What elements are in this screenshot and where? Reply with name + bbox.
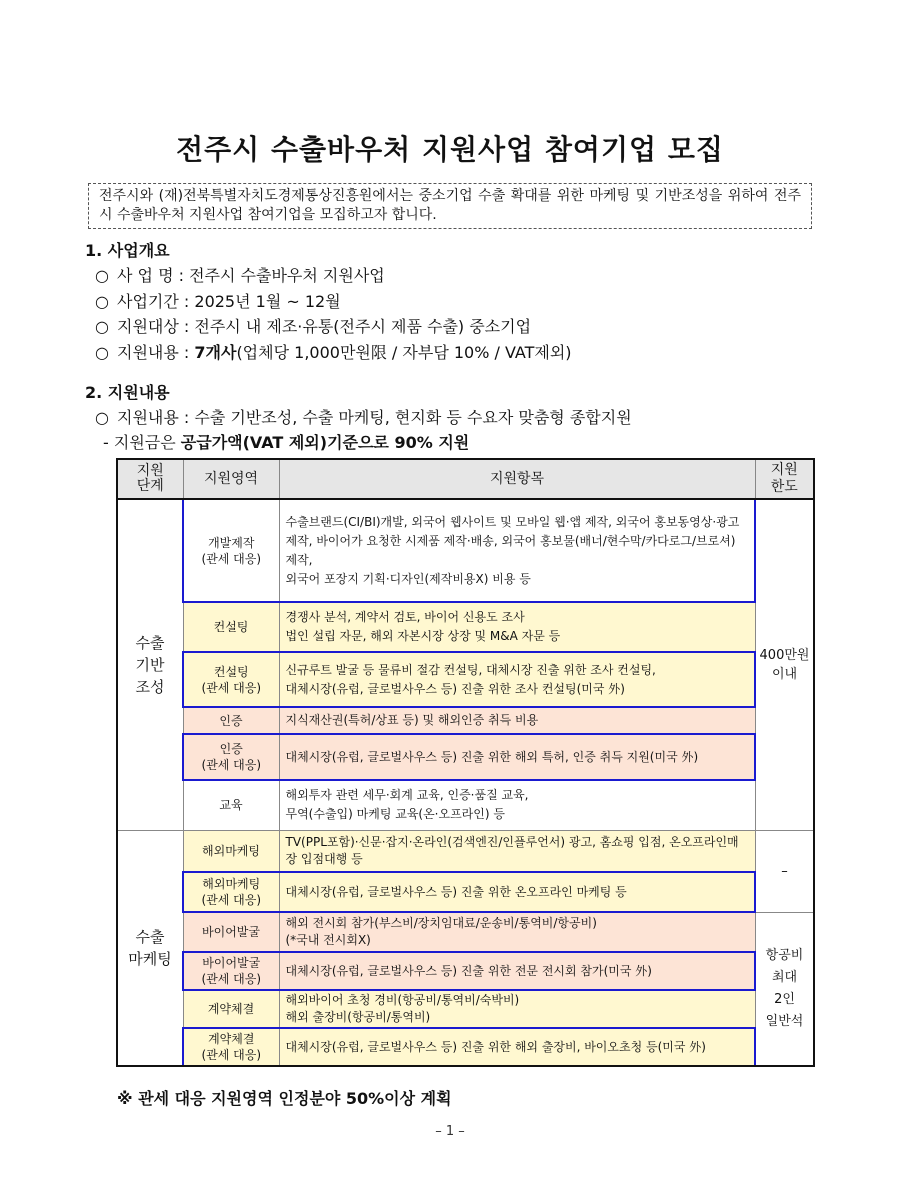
circle-bullet-icon: ○ xyxy=(95,292,109,311)
area-cell: 해외마케팅 xyxy=(183,830,279,872)
items-cell: 대체시장(유럽, 글로벌사우스 등) 진출 위한 해외 출장비, 바이오초청 등(미국 外) xyxy=(279,1028,755,1066)
limit-foundation: 400만원 이내 xyxy=(755,499,814,830)
header-limit: 지원 한도 xyxy=(755,459,814,499)
items-cell: 지식재산권(특허/상표 등) 및 해외인증 취득 비용 xyxy=(279,707,755,734)
table-row xyxy=(117,830,814,872)
area-cell: 인증 xyxy=(183,707,279,734)
overview-text: 사업기간 : 2025년 1월 ~ 12월 xyxy=(117,292,341,311)
page-number: – 1 – xyxy=(435,1124,465,1139)
items-cell: 해외 전시회 참가(부스비/장치임대료/운송비/통역비/항공비) (*국내 전시회X) xyxy=(279,912,755,952)
stage-export-marketing: 수출 마케팅 xyxy=(117,830,183,1066)
limit-marketing: – xyxy=(755,830,814,912)
overview-text: 사 업 명 : 전주시 수출바우처 지원사업 xyxy=(117,266,385,285)
page-title: 전주시 수출바우처 지원사업 참여기업 모집 xyxy=(176,133,724,166)
limit-airfare: 항공비 최대 2인 일반석 xyxy=(755,912,814,1066)
support-table xyxy=(116,458,815,1067)
table-row xyxy=(117,707,814,734)
overview-item-period xyxy=(95,289,341,312)
header-area: 지원영역 xyxy=(183,459,279,499)
area-cell: 컨설팅 xyxy=(183,602,279,652)
table-row xyxy=(117,652,814,707)
area-cell: 개발제작 (관세 대응) xyxy=(183,499,279,602)
table-row xyxy=(117,1028,814,1066)
support-ratio-bold: 공급가액(VAT 제외)기준으로 90% 지원 xyxy=(180,433,470,452)
table-row xyxy=(117,990,814,1028)
stage-export-foundation: 수출 기반 조성 xyxy=(117,499,183,830)
items-cell: 경쟁사 분석, 계약서 검토, 바이어 신용도 조사 법인 설립 자문, 해외 자본시장 상장 및 M&A 자문 등 xyxy=(279,602,755,652)
support-ratio-line xyxy=(103,430,469,453)
circle-bullet-icon: ○ xyxy=(95,266,109,285)
overview-text-prefix: 지원내용 : xyxy=(117,343,195,362)
items-cell: 대체시장(유럽, 글로벌사우스 등) 진출 위한 전문 전시회 참가(미국 外) xyxy=(279,952,755,990)
section-1-heading: 1. 사업개요 xyxy=(85,241,170,260)
table-row xyxy=(117,602,814,652)
overview-item-content xyxy=(95,340,572,363)
items-cell: 해외바이어 초청 경비(항공비/통역비/숙박비) 해외 출장비(항공비/통역비) xyxy=(279,990,755,1028)
table-row xyxy=(117,734,814,780)
table-row xyxy=(117,952,814,990)
items-cell: 수출브랜드(CI/BI)개발, 외국어 웹사이트 및 모바일 웹·앱 제작, 외국어 홍보동영상·광고제작, 바이어가 요청한 시제품 제작·배송, 외국어 홍보물(배너/현수막/카다로그/브로셔) 제작, 외국어 포장지 기획·디자인(제작비용X) 비용 등 xyxy=(279,499,755,602)
header-stage: 지원 단계 xyxy=(117,459,183,499)
area-cell: 컨설팅 (관세 대응) xyxy=(183,652,279,707)
area-cell: 계약체결 xyxy=(183,990,279,1028)
tariff-note: ※ 관세 대응 지원영역 인정분야 50%이상 계획 xyxy=(117,1089,452,1108)
section-2-heading: 2. 지원내용 xyxy=(85,383,170,402)
items-cell: 대체시장(유럽, 글로벌사우스 등) 진출 위한 해외 특허, 인증 취득 지원(미국 外) xyxy=(279,734,755,780)
support-ratio-prefix: - 지원금은 xyxy=(103,433,181,452)
header-items: 지원항목 xyxy=(279,459,755,499)
support-content-text: 지원내용 : 수출 기반조성, 수출 마케팅, 현지화 등 수요자 맞춤형 종합지원 xyxy=(117,408,632,427)
area-cell: 교육 xyxy=(183,780,279,830)
items-cell: 해외투자 관련 세무·회계 교육, 인증·품질 교육, 무역(수출입) 마케팅 교육(온·오프라인) 등 xyxy=(279,780,755,830)
circle-bullet-icon: ○ xyxy=(95,317,109,336)
circle-bullet-icon: ○ xyxy=(95,343,109,362)
table-row xyxy=(117,499,814,602)
overview-text-suffix: (업체당 1,000만원限 / 자부담 10% / VAT제외) xyxy=(236,343,572,362)
items-cell: 신규루트 발굴 등 물류비 절감 컨설팅, 대체시장 진출 위한 조사 컨설팅, 대체시장(유럽, 글로벌사우스 등) 진출 위한 조사 컨설팅(미국 外) xyxy=(279,652,755,707)
overview-text: 지원대상 : 전주시 내 제조·유통(전주시 제품 수출) 중소기업 xyxy=(117,317,532,336)
overview-count: 7개사 xyxy=(194,343,237,362)
items-cell: 대체시장(유럽, 글로벌사우스 등) 진출 위한 온오프라인 마케팅 등 xyxy=(279,872,755,912)
overview-item-target xyxy=(95,314,531,337)
area-cell: 계약체결 (관세 대응) xyxy=(183,1028,279,1066)
table-row xyxy=(117,780,814,830)
area-cell: 해외마케팅 (관세 대응) xyxy=(183,872,279,912)
table-row xyxy=(117,912,814,952)
table-header-row xyxy=(117,459,814,499)
support-content-line xyxy=(95,405,632,428)
overview-item-name xyxy=(95,263,385,286)
area-cell: 인증 (관세 대응) xyxy=(183,734,279,780)
area-cell: 바이어발굴 xyxy=(183,912,279,952)
intro-box: 전주시와 (재)전북특별자치도경제통상진흥원에서는 중소기업 수출 확대를 위한 마케팅 및 기반조성을 위하여 전주시 수출바우처 지원사업 참여기업을 모집하고자 합니다. xyxy=(88,183,812,229)
area-cell: 바이어발굴 (관세 대응) xyxy=(183,952,279,990)
items-cell: TV(PPL포함)·신문·잡지·온라인(검색엔진/인플루언서) 광고, 홈쇼핑 입점, 온오프라인매장 입점대행 등 xyxy=(279,830,755,872)
table-row xyxy=(117,872,814,912)
circle-bullet-icon: ○ xyxy=(95,408,109,427)
